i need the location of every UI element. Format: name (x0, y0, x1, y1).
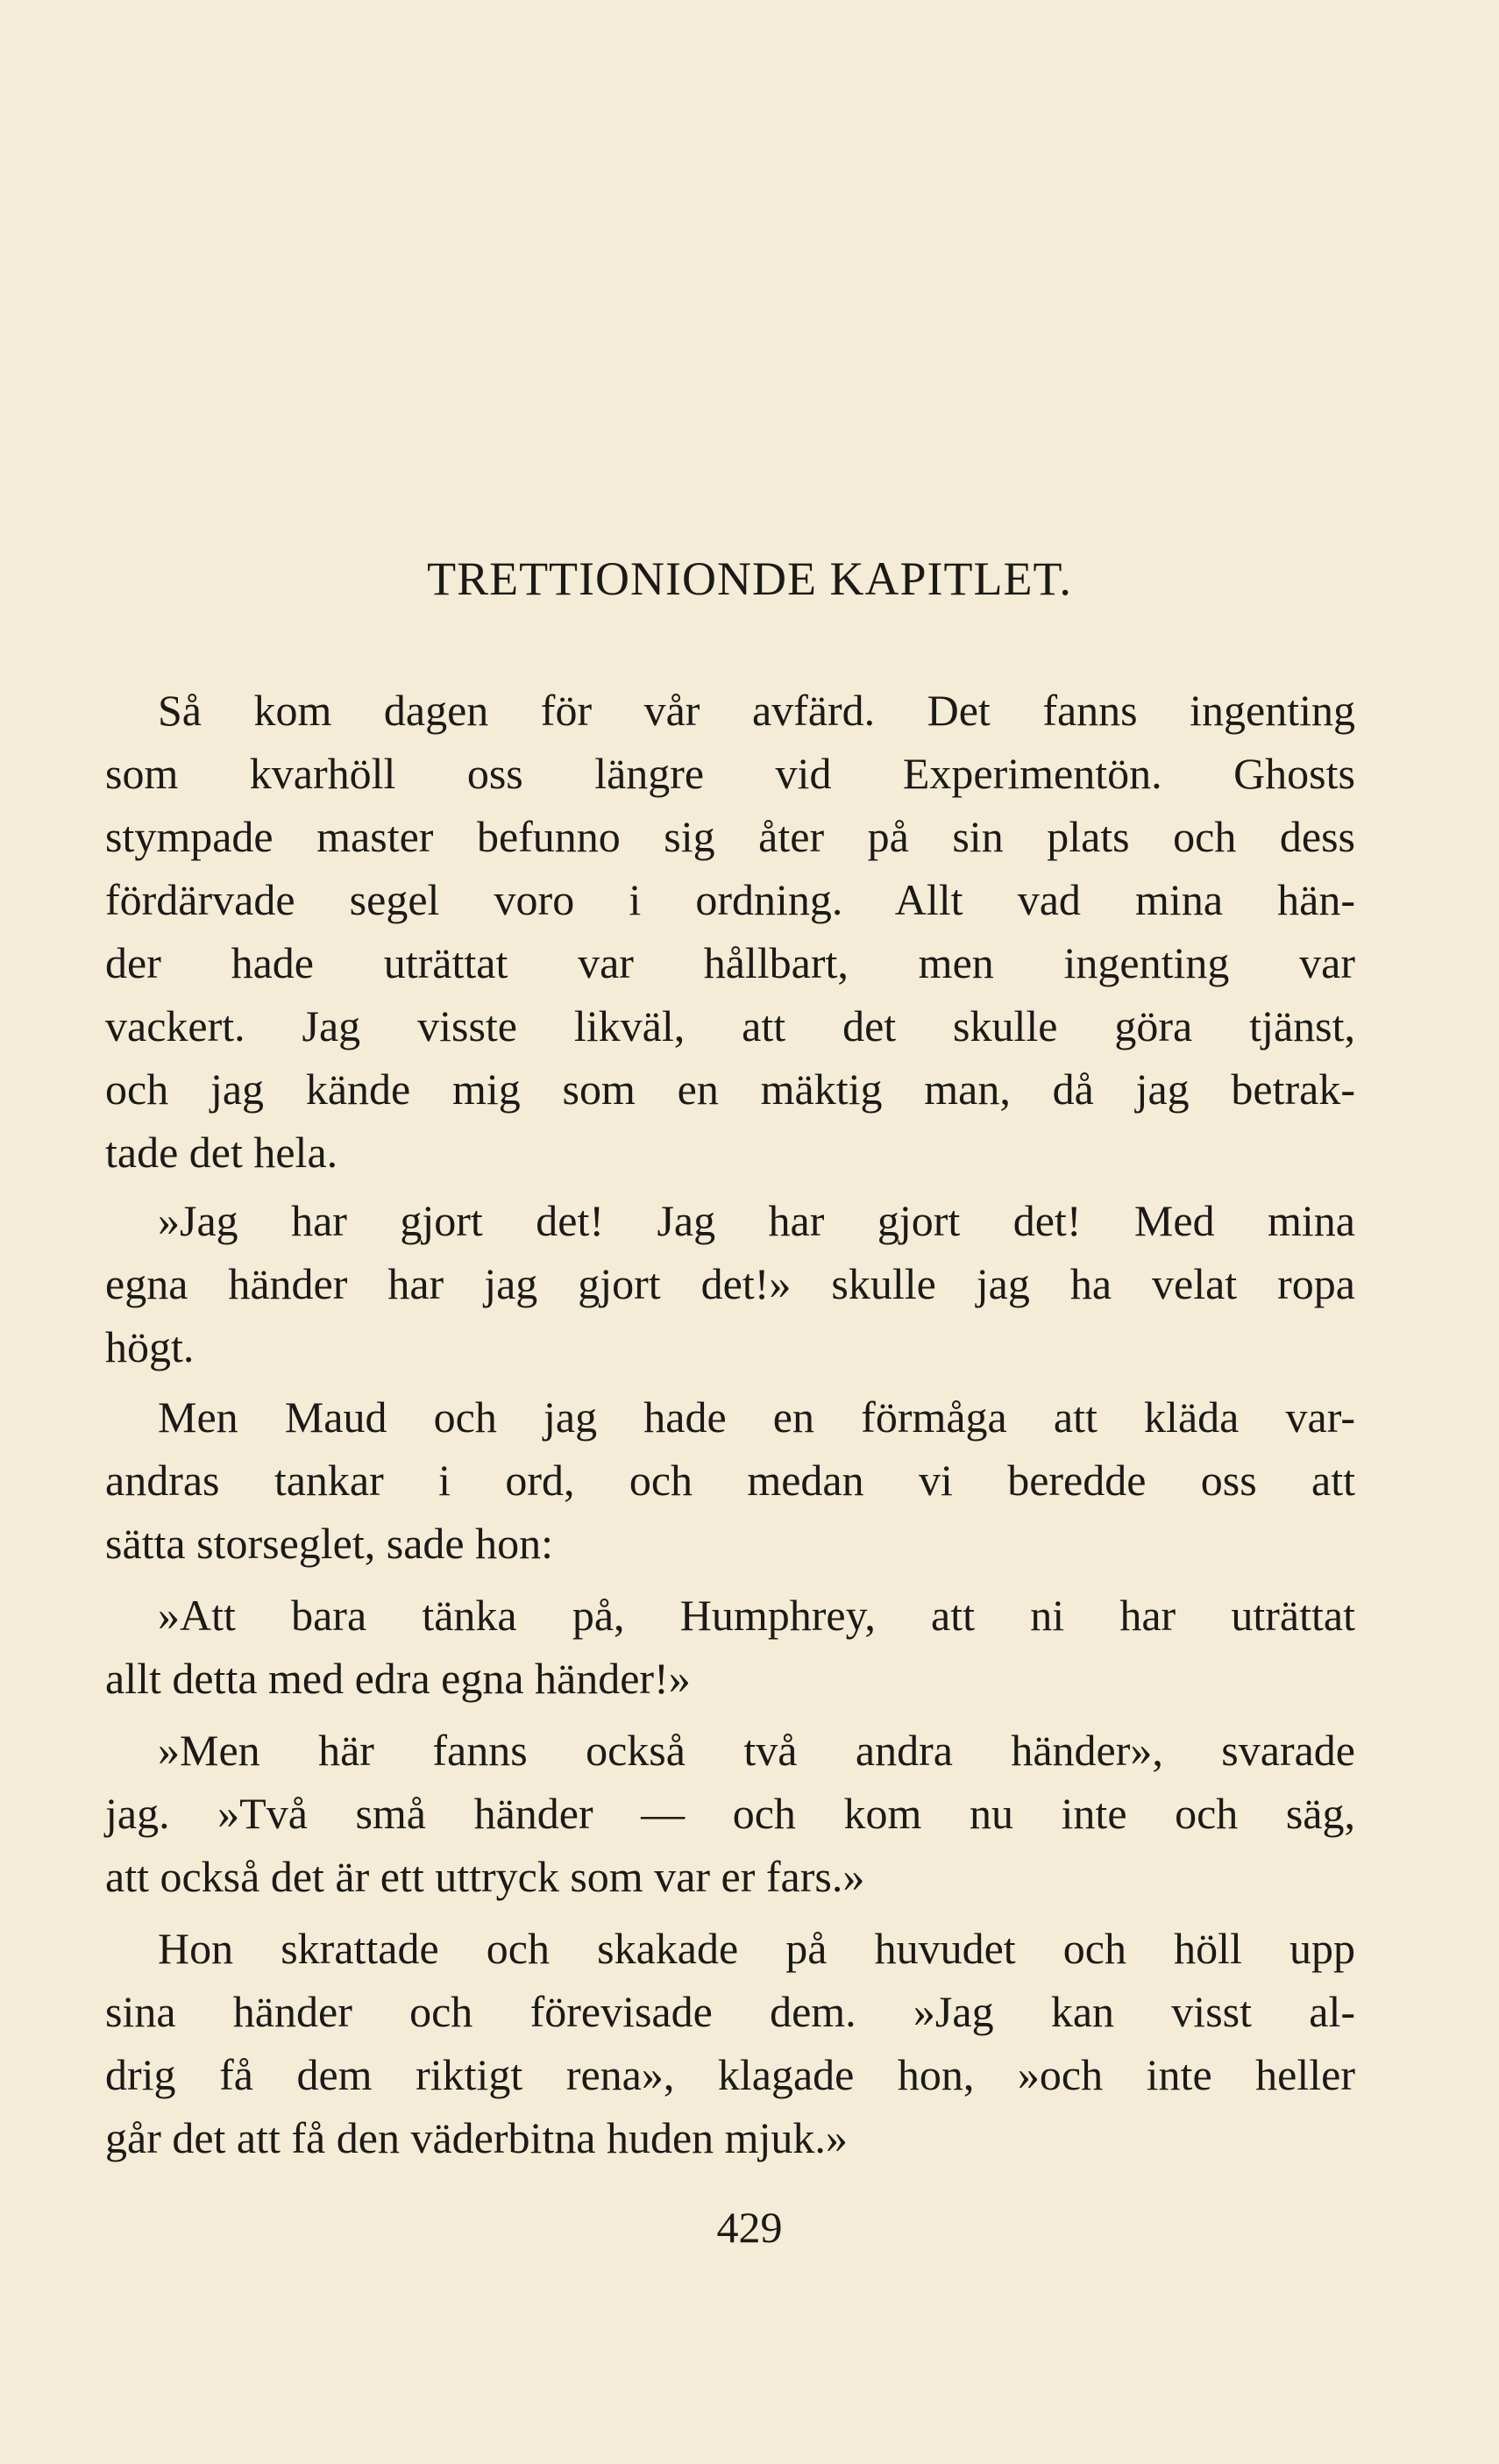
text-line: Hon skrattade och skakade på huvudet och höll upp (158, 1924, 1355, 1973)
text-line: sina händer och förevisade dem. »Jag kan visst al- (105, 1987, 1355, 2036)
text-line: som kvarhöll oss längre vid Experimentön. Ghosts (105, 749, 1355, 798)
text-line: stympade master befunno sig åter på sin plats och dess (105, 812, 1355, 861)
text-line: att också det är ett uttryck som var er fars.» (105, 1852, 865, 1901)
text-line: andras tankar i ord, och medan vi beredde oss att (105, 1456, 1355, 1505)
page-number: 429 (716, 2203, 783, 2252)
text-line: »Att bara tänka på, Humphrey, att ni har uträttat (158, 1591, 1355, 1640)
text-line: vackert. Jag visste likväl, att det skulle göra tjänst, (105, 1001, 1355, 1050)
text-line: Men Maud och jag hade en förmåga att kläda var- (158, 1392, 1355, 1442)
text-line: »Jag har gjort det! Jag har gjort det! Med mina (158, 1196, 1355, 1245)
text-line: Så kom dagen för vår avfärd. Det fanns ingenting (158, 686, 1355, 735)
text-line: högt. (105, 1322, 195, 1371)
text-line: drig få dem riktigt rena», klagade hon, »och inte heller (105, 2050, 1355, 2099)
text-line: fördärvade segel voro i ordning. Allt vad mina hän- (105, 875, 1355, 924)
text-line: jag. »Två små händer — och kom nu inte och säg, (105, 1789, 1355, 1838)
text-line: der hade uträttat var hållbart, men ingenting var (105, 938, 1355, 987)
text-line: går det att få den väderbitna huden mjuk.» (105, 2113, 848, 2162)
text-line: allt detta med edra egna händer!» (105, 1654, 691, 1703)
text-line: och jag kände mig som en mäktig man, då jag betrak- (105, 1065, 1355, 1114)
text-line: tade det hela. (105, 1128, 338, 1177)
text-line: egna händer har jag gjort det!» skulle jag ha velat ropa (105, 1259, 1355, 1308)
text-line: »Men här fanns också två andra händer», svarade (158, 1726, 1355, 1775)
chapter-title: TRETTIONIONDE KAPITLET. (427, 552, 1072, 605)
text-line: sätta storseglet, sade hon: (105, 1519, 553, 1568)
